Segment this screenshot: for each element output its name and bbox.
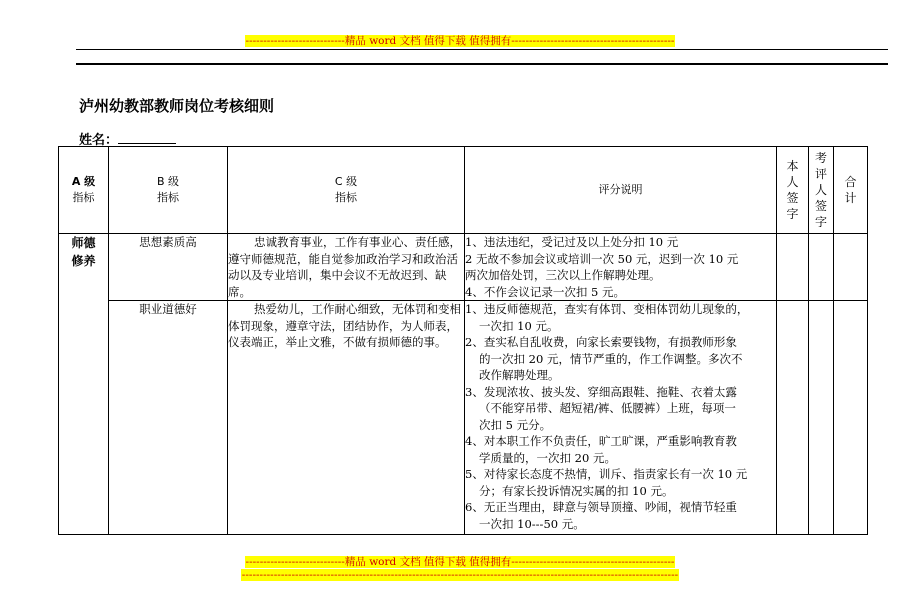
scoring-rule: 2、查实私自乱收费，向家长索要钱物，有损教师形象 (465, 335, 737, 349)
scoring-rule: 4、对本职工作不负责任，旷工旷课，严重影响教育教 (465, 434, 737, 448)
name-blank (118, 131, 176, 144)
table-row (59, 234, 868, 301)
scoring-notes-cell (465, 301, 777, 535)
header-total: 合计 (834, 147, 868, 234)
header-scoring-notes: 评分说明 (465, 147, 777, 234)
scoring-rule: 两次加倍处罚，三次以上作解聘处理。 (465, 268, 661, 282)
table-row (59, 301, 868, 535)
scoring-rule: 4、不作会议记录一次扣 5 元。 (465, 284, 625, 299)
total-cell (834, 301, 868, 535)
self-sign-cell (777, 234, 809, 301)
b-indicator-cell: 思想素质高 (109, 234, 228, 301)
total-cell (834, 234, 868, 301)
header-b-level: B 级 指标 (109, 147, 228, 234)
scoring-rule-cont: 一次扣 10 元。 (479, 318, 559, 333)
scoring-rule-cont: 一次扣 10---50 元。 (479, 516, 585, 531)
header-rule-thick (76, 63, 888, 65)
bottom-dash-line: --------------------------------------------------------------------------------------------------------------------------- (241, 569, 679, 581)
b-indicator-cell: 职业道德好 (109, 301, 228, 535)
scoring-rule: 1、违反师德规范，查实有体罚、变相体罚幼儿现象的， (465, 302, 749, 316)
reviewer-sign-cell (809, 234, 834, 301)
header-c-level: C 级 指标 (228, 147, 465, 234)
header-a-level: A 级 指标 (59, 147, 109, 234)
c-indicator-cell: 忠诚教育事业，工作有事业心、责任感，遵守师德规范，能自觉参加政治学习和政治活动以及专业培训，集中会议不无故迟到、缺席。 (228, 234, 465, 301)
scoring-rule: 6、无正当理由，肆意与领导顶撞、吵闹，视情节轻重 (465, 500, 737, 514)
scoring-notes-cell (465, 234, 777, 301)
scoring-rule-cont: 分；有家长投诉情况实属的扣 10 元。 (479, 483, 674, 498)
scoring-rule-cont: （不能穿吊带、超短裙/裤、低腰裤）上班，每项一 (479, 401, 736, 415)
category-cell: 师德 修养 (59, 234, 109, 535)
top-watermark-banner: ----------------------------精品 word 文档 值得下载 值得拥有---------------------------------------------- (245, 35, 675, 47)
table-header-row (59, 147, 868, 234)
bottom-watermark-banner: ----------------------------精品 word 文档 值得下载 值得拥有---------------------------------------------- (245, 556, 675, 568)
header-rule-thin (76, 49, 888, 50)
scoring-rule-cont: 次扣 5 元分。 (479, 417, 552, 432)
header-self-sign: 本人签字 (777, 147, 809, 234)
scoring-rule: 5、对待家长态度不热情，训斥、指责家长有一次 10 元 (465, 467, 748, 481)
scoring-rule: 1、违法违纪，受记过及以上处分扣 10 元 (465, 235, 679, 249)
self-sign-cell (777, 301, 809, 535)
scoring-rule: 2 无故不参加会议或培训一次 50 元，迟到一次 10 元 (465, 251, 739, 266)
scoring-rule-cont: 的一次扣 20 元，情节严重的，作工作调整。多次不 (479, 351, 743, 366)
name-label: 姓名： (79, 133, 119, 148)
assessment-table (58, 146, 868, 535)
header-reviewer-sign: 考评人签字 (809, 147, 834, 234)
document-title: 泸州幼教部教师岗位考核细则 (79, 97, 275, 115)
c-indicator-cell: 热爱幼儿，工作耐心细致，无体罚和变相体罚现象，遵章守法，团结协作，为人师表，仪表端正，举止文雅，不做有损师德的事。 (228, 301, 465, 535)
scoring-rule-cont: 学质量的，一次扣 20 元。 (479, 450, 616, 465)
reviewer-sign-cell (809, 301, 834, 535)
scoring-rule-cont: 改作解聘处理。 (479, 368, 560, 382)
scoring-rule: 3、发现浓妆、披头发、穿细高跟鞋、拖鞋、衣着太露 (465, 384, 737, 399)
